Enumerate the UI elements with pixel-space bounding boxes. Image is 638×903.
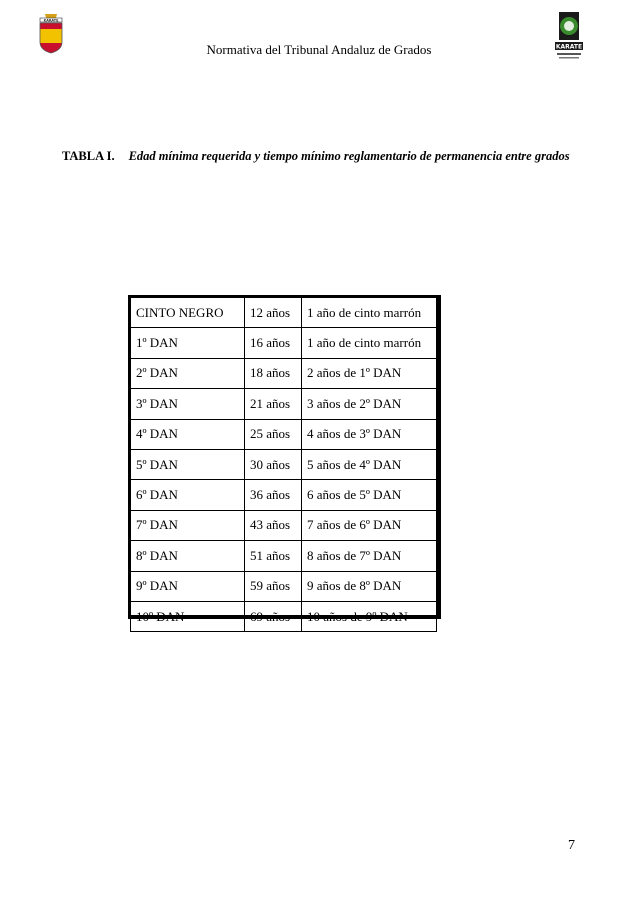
grade-cell: 10º DAN	[131, 601, 245, 631]
min-time-cell: 1 año de cinto marrón	[302, 298, 437, 328]
grades-table	[130, 297, 437, 632]
table-row	[131, 449, 437, 479]
table-row	[131, 358, 437, 388]
min-age-cell: 12 años	[245, 298, 302, 328]
min-time-cell: 5 años de 4º DAN	[302, 449, 437, 479]
table-caption	[62, 148, 584, 165]
min-age-cell: 51 años	[245, 541, 302, 571]
min-time-cell: 7 años de 6º DAN	[302, 510, 437, 540]
min-time-cell: 8 años de 7º DAN	[302, 541, 437, 571]
table-row	[131, 510, 437, 540]
grade-cell: 2º DAN	[131, 358, 245, 388]
grade-cell: CINTO NEGRO	[131, 298, 245, 328]
min-time-cell: 1 año de cinto marrón	[302, 328, 437, 358]
min-age-cell: 18 años	[245, 358, 302, 388]
min-age-cell: 59 años	[245, 571, 302, 601]
grade-cell: 8º DAN	[131, 541, 245, 571]
min-time-cell: 2 años de 1º DAN	[302, 358, 437, 388]
table-caption-text: Edad mínima requerida y tiempo mínimo reglamentario de permanencia entre grados	[128, 149, 570, 163]
grade-cell: 5º DAN	[131, 449, 245, 479]
min-time-cell: 10 años de 9º DAN	[302, 601, 437, 631]
table-row	[131, 480, 437, 510]
table-row	[131, 419, 437, 449]
logo-right-text: KARATE	[555, 43, 583, 51]
grade-cell: 1º DAN	[131, 328, 245, 358]
page-number: 7	[568, 838, 575, 853]
table-row	[131, 389, 437, 419]
grade-cell: 3º DAN	[131, 389, 245, 419]
table-row	[131, 541, 437, 571]
table-row	[131, 601, 437, 631]
min-time-cell: 9 años de 8º DAN	[302, 571, 437, 601]
table-row	[131, 298, 437, 328]
table-row	[131, 571, 437, 601]
page-header-title: Normativa del Tribunal Andaluz de Grados	[206, 42, 432, 57]
min-age-cell: 36 años	[245, 480, 302, 510]
grade-cell: 9º DAN	[131, 571, 245, 601]
grades-table-frame	[128, 295, 441, 624]
grade-cell: 6º DAN	[131, 480, 245, 510]
min-time-cell: 6 años de 5º DAN	[302, 480, 437, 510]
min-age-cell: 16 años	[245, 328, 302, 358]
min-time-cell: 3 años de 2º DAN	[302, 389, 437, 419]
min-age-cell: 69 años	[245, 601, 302, 631]
logo-left-text: KARATE	[43, 18, 59, 23]
min-age-cell: 30 años	[245, 449, 302, 479]
min-age-cell: 25 años	[245, 419, 302, 449]
grade-cell: 4º DAN	[131, 419, 245, 449]
grade-cell: 7º DAN	[131, 510, 245, 540]
table-caption-label: TABLA I.	[62, 149, 115, 163]
min-time-cell: 4 años de 3º DAN	[302, 419, 437, 449]
min-age-cell: 21 años	[245, 389, 302, 419]
table-row	[131, 328, 437, 358]
min-age-cell: 43 años	[245, 510, 302, 540]
